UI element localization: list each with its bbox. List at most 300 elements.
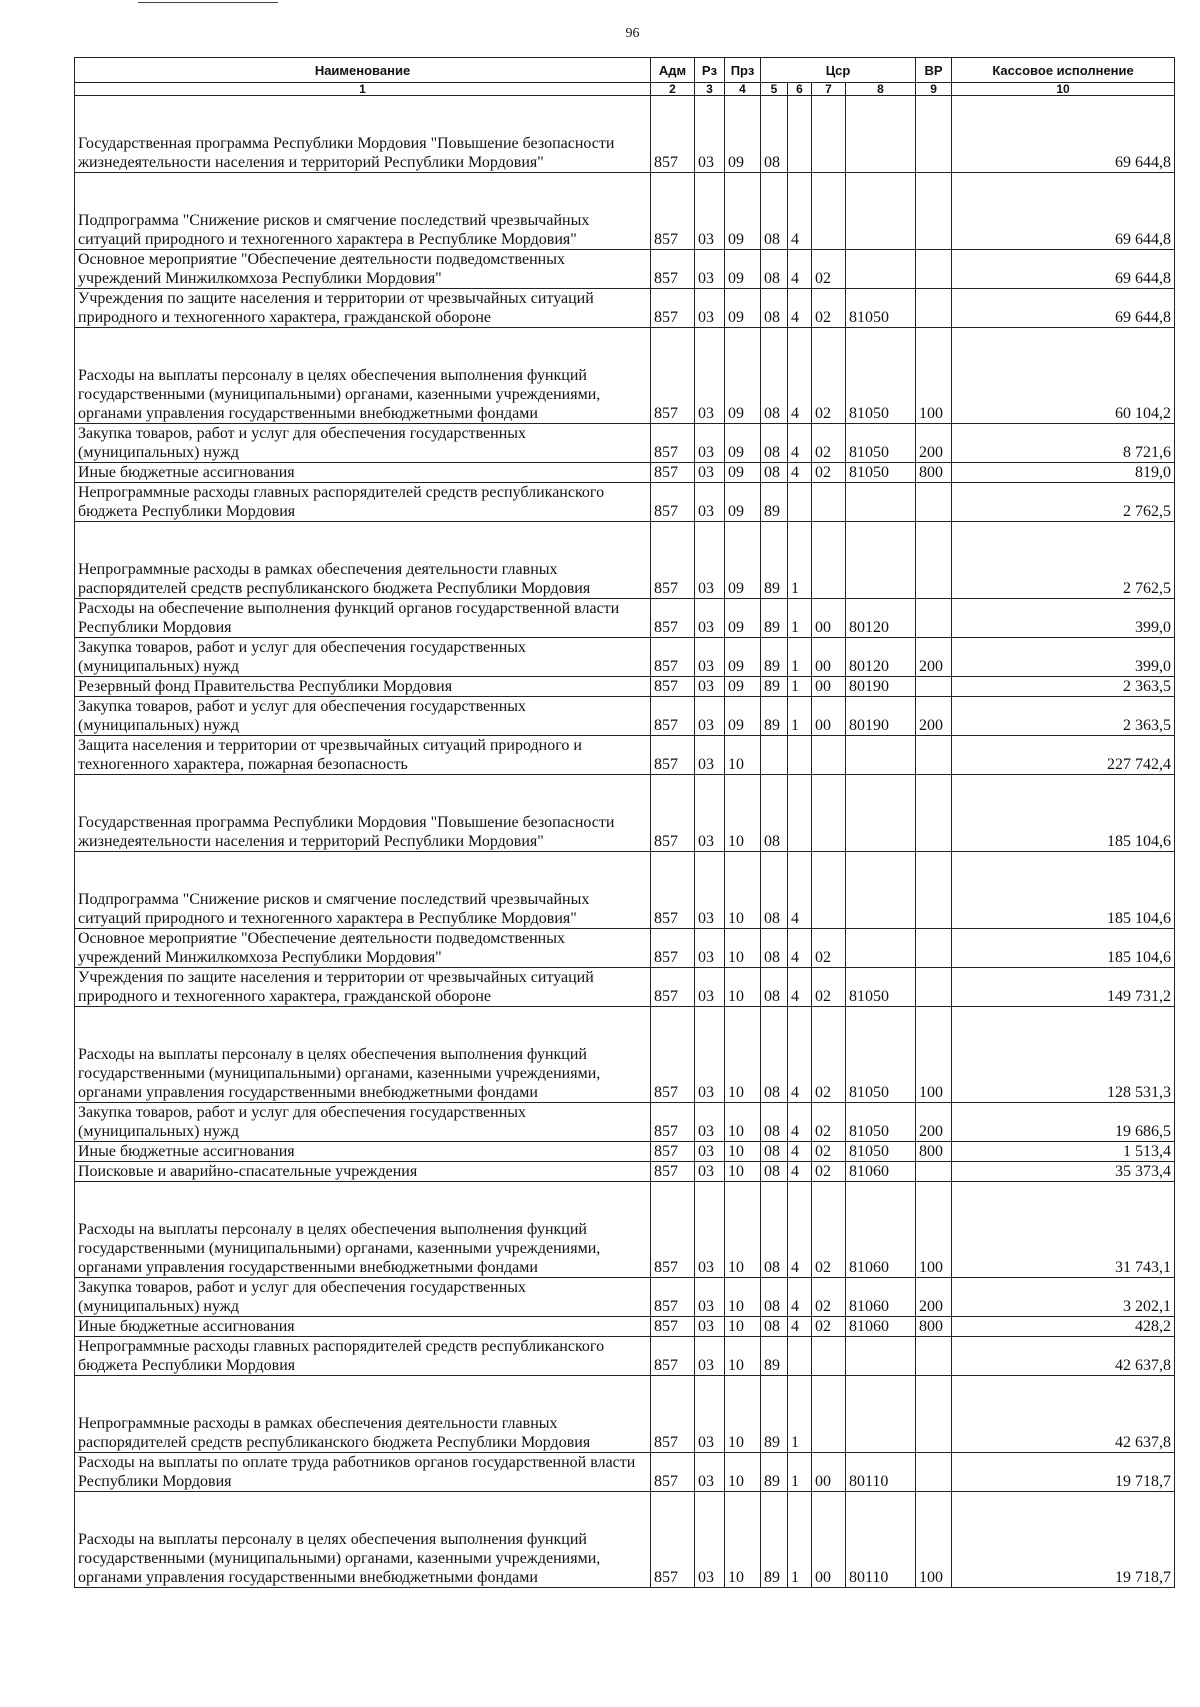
row-c7: 00 xyxy=(812,1453,846,1492)
row-c5: 08 xyxy=(761,289,788,328)
row-c6: 1 xyxy=(788,522,812,599)
row-amount: 2 363,5 xyxy=(952,697,1175,736)
header-num-3: 3 xyxy=(695,83,725,96)
row-vr xyxy=(916,929,952,968)
row-prz: 09 xyxy=(725,677,761,697)
row-rz: 03 xyxy=(695,1278,725,1317)
row-c6: 4 xyxy=(788,1317,812,1337)
row-amount: 185 104,6 xyxy=(952,929,1175,968)
row-c7: 02 xyxy=(812,289,846,328)
row-name: Закупка товаров, работ и услуг для обеспечения государственных (муниципальных) нужд xyxy=(75,638,651,677)
row-prz: 10 xyxy=(725,736,761,775)
row-c6: 4 xyxy=(788,424,812,463)
row-c8: 81050 xyxy=(846,463,916,483)
row-adm: 857 xyxy=(651,463,695,483)
row-vr xyxy=(916,1453,952,1492)
row-c7: 00 xyxy=(812,638,846,677)
row-prz: 10 xyxy=(725,852,761,929)
row-amount: 819,0 xyxy=(952,463,1175,483)
row-adm: 857 xyxy=(651,1453,695,1492)
row-c8 xyxy=(846,1376,916,1453)
row-name: Государственная программа Республики Мордовия "Повышение безопасности жизнедеятельности населения и территорий Республики Мордовия" xyxy=(75,775,651,852)
row-amount: 185 104,6 xyxy=(952,775,1175,852)
row-adm: 857 xyxy=(651,1182,695,1278)
row-adm: 857 xyxy=(651,1376,695,1453)
header-rz: Рз xyxy=(695,58,725,83)
row-amount: 2 762,5 xyxy=(952,522,1175,599)
row-vr: 200 xyxy=(916,424,952,463)
row-c8: 81050 xyxy=(846,1142,916,1162)
row-amount: 42 637,8 xyxy=(952,1337,1175,1376)
row-adm: 857 xyxy=(651,677,695,697)
header-amount: Кассовое исполнение xyxy=(952,58,1175,83)
row-c5: 08 xyxy=(761,1317,788,1337)
row-vr: 100 xyxy=(916,328,952,424)
row-name: Расходы на выплаты по оплате труда работников органов государственной власти Республики Мордовия xyxy=(75,1453,651,1492)
row-vr xyxy=(916,775,952,852)
row-name: Учреждения по защите населения и территории от чрезвычайных ситуаций природного и техногенного характера, гражданской обороне xyxy=(75,289,651,328)
table-row xyxy=(75,599,1175,638)
row-name: Непрограммные расходы главных распорядителей средств республиканского бюджета Республики Мордовия xyxy=(75,1337,651,1376)
row-c7 xyxy=(812,1376,846,1453)
row-rz: 03 xyxy=(695,173,725,250)
row-name: Основное мероприятие "Обеспечение деятельности подведомственных учреждений Минжилкомхоза Республики Мордовия" xyxy=(75,250,651,289)
row-adm: 857 xyxy=(651,424,695,463)
row-c5: 08 xyxy=(761,775,788,852)
row-vr xyxy=(916,522,952,599)
table-row xyxy=(75,1492,1175,1588)
row-adm: 857 xyxy=(651,1007,695,1103)
header-num-10: 10 xyxy=(952,83,1175,96)
row-c8: 81060 xyxy=(846,1317,916,1337)
row-c8: 81050 xyxy=(846,424,916,463)
row-c8 xyxy=(846,173,916,250)
header-prz: Прз xyxy=(725,58,761,83)
row-c5: 89 xyxy=(761,677,788,697)
row-c6 xyxy=(788,96,812,173)
row-c7: 02 xyxy=(812,463,846,483)
row-adm: 857 xyxy=(651,775,695,852)
row-c8: 81060 xyxy=(846,1182,916,1278)
budget-table xyxy=(74,57,1175,1588)
row-c5: 08 xyxy=(761,1278,788,1317)
row-amount: 31 743,1 xyxy=(952,1182,1175,1278)
row-adm: 857 xyxy=(651,96,695,173)
row-adm: 857 xyxy=(651,483,695,522)
row-vr xyxy=(916,173,952,250)
row-c7: 02 xyxy=(812,1278,846,1317)
table-row xyxy=(75,328,1175,424)
row-adm: 857 xyxy=(651,1278,695,1317)
row-c8: 80190 xyxy=(846,697,916,736)
row-rz: 03 xyxy=(695,483,725,522)
row-vr xyxy=(916,852,952,929)
row-name: Иные бюджетные ассигнования xyxy=(75,1142,651,1162)
row-adm: 857 xyxy=(651,250,695,289)
row-amount: 185 104,6 xyxy=(952,852,1175,929)
row-rz: 03 xyxy=(695,697,725,736)
row-c7: 02 xyxy=(812,1142,846,1162)
table-row xyxy=(75,1278,1175,1317)
row-c7: 02 xyxy=(812,1007,846,1103)
row-c6: 4 xyxy=(788,1182,812,1278)
row-c8 xyxy=(846,775,916,852)
table-row xyxy=(75,1142,1175,1162)
table-row xyxy=(75,1453,1175,1492)
row-c7: 02 xyxy=(812,1162,846,1182)
row-c5: 08 xyxy=(761,1182,788,1278)
row-name: Иные бюджетные ассигнования xyxy=(75,1317,651,1337)
row-c5: 08 xyxy=(761,96,788,173)
row-name: Непрограммные расходы в рамках обеспечения деятельности главных распорядителей средств республиканского бюджета Республики Мордовия xyxy=(75,522,651,599)
row-vr: 100 xyxy=(916,1182,952,1278)
table-row xyxy=(75,677,1175,697)
row-rz: 03 xyxy=(695,1103,725,1142)
row-rz: 03 xyxy=(695,1492,725,1588)
table-header xyxy=(75,58,1175,96)
table-row xyxy=(75,1182,1175,1278)
row-c6: 4 xyxy=(788,852,812,929)
row-c7: 02 xyxy=(812,250,846,289)
row-prz: 10 xyxy=(725,968,761,1007)
row-amount: 428,2 xyxy=(952,1317,1175,1337)
table-row xyxy=(75,1007,1175,1103)
row-rz: 03 xyxy=(695,929,725,968)
row-c5: 89 xyxy=(761,697,788,736)
row-vr xyxy=(916,1337,952,1376)
row-adm: 857 xyxy=(651,929,695,968)
table-row xyxy=(75,96,1175,173)
row-vr xyxy=(916,736,952,775)
row-c6: 4 xyxy=(788,173,812,250)
row-adm: 857 xyxy=(651,328,695,424)
row-amount: 227 742,4 xyxy=(952,736,1175,775)
header-num-6: 6 xyxy=(788,83,812,96)
row-rz: 03 xyxy=(695,852,725,929)
table-row xyxy=(75,1103,1175,1142)
header-name: Наименование xyxy=(75,58,651,83)
header-num-7: 7 xyxy=(812,83,846,96)
row-amount: 42 637,8 xyxy=(952,1376,1175,1453)
row-c8 xyxy=(846,483,916,522)
row-prz: 10 xyxy=(725,1376,761,1453)
row-name: Закупка товаров, работ и услуг для обеспечения государственных (муниципальных) нужд xyxy=(75,697,651,736)
row-prz: 10 xyxy=(725,1103,761,1142)
row-adm: 857 xyxy=(651,1142,695,1162)
row-vr: 200 xyxy=(916,638,952,677)
row-adm: 857 xyxy=(651,1162,695,1182)
row-c7: 00 xyxy=(812,1492,846,1588)
row-c8 xyxy=(846,250,916,289)
row-rz: 03 xyxy=(695,1142,725,1162)
table-row xyxy=(75,1162,1175,1182)
row-vr xyxy=(916,1162,952,1182)
row-rz: 03 xyxy=(695,1162,725,1182)
row-vr: 200 xyxy=(916,1103,952,1142)
table-row xyxy=(75,638,1175,677)
row-prz: 10 xyxy=(725,1007,761,1103)
row-vr xyxy=(916,1376,952,1453)
row-prz: 09 xyxy=(725,697,761,736)
row-c5: 08 xyxy=(761,250,788,289)
row-adm: 857 xyxy=(651,852,695,929)
row-name: Расходы на выплаты персоналу в целях обеспечения выполнения функций государственными (муниципальными) органами, казенными учреждениями, органами управления государственными внебюджетными фондами xyxy=(75,1492,651,1588)
row-c8: 80110 xyxy=(846,1453,916,1492)
row-c8: 80190 xyxy=(846,677,916,697)
row-c6: 4 xyxy=(788,328,812,424)
row-c8 xyxy=(846,96,916,173)
row-c7 xyxy=(812,775,846,852)
header-vr: ВР xyxy=(916,58,952,83)
row-rz: 03 xyxy=(695,1007,725,1103)
row-c7: 02 xyxy=(812,968,846,1007)
row-c5: 08 xyxy=(761,1162,788,1182)
header-num-2: 2 xyxy=(651,83,695,96)
row-c7 xyxy=(812,173,846,250)
row-c6: 1 xyxy=(788,697,812,736)
row-c6 xyxy=(788,775,812,852)
row-c6: 4 xyxy=(788,463,812,483)
row-prz: 09 xyxy=(725,289,761,328)
row-rz: 03 xyxy=(695,1453,725,1492)
row-c7: 00 xyxy=(812,697,846,736)
row-adm: 857 xyxy=(651,1337,695,1376)
row-c7: 00 xyxy=(812,599,846,638)
row-c8 xyxy=(846,1337,916,1376)
row-c6: 4 xyxy=(788,1103,812,1142)
row-adm: 857 xyxy=(651,289,695,328)
row-prz: 10 xyxy=(725,1162,761,1182)
row-c7 xyxy=(812,1337,846,1376)
row-c8: 81050 xyxy=(846,968,916,1007)
row-c5: 08 xyxy=(761,1007,788,1103)
table-row xyxy=(75,173,1175,250)
row-c7 xyxy=(812,483,846,522)
table-row xyxy=(75,852,1175,929)
row-prz: 10 xyxy=(725,1142,761,1162)
row-c6 xyxy=(788,736,812,775)
page-number: 96 xyxy=(625,26,640,41)
row-name: Резервный фонд Правительства Республики Мордовия xyxy=(75,677,651,697)
row-adm: 857 xyxy=(651,1492,695,1588)
row-c7 xyxy=(812,522,846,599)
table-row xyxy=(75,775,1175,852)
row-c7: 02 xyxy=(812,1182,846,1278)
row-c8 xyxy=(846,736,916,775)
row-vr xyxy=(916,599,952,638)
row-c7: 02 xyxy=(812,1103,846,1142)
row-amount: 128 531,3 xyxy=(952,1007,1175,1103)
row-amount: 2 762,5 xyxy=(952,483,1175,522)
row-prz: 10 xyxy=(725,1278,761,1317)
row-c7 xyxy=(812,736,846,775)
row-c5: 89 xyxy=(761,522,788,599)
row-rz: 03 xyxy=(695,522,725,599)
row-c5: 08 xyxy=(761,173,788,250)
row-c6: 4 xyxy=(788,289,812,328)
row-amount: 399,0 xyxy=(952,638,1175,677)
row-c8: 81060 xyxy=(846,1162,916,1182)
row-rz: 03 xyxy=(695,424,725,463)
table-row xyxy=(75,1376,1175,1453)
row-c5: 89 xyxy=(761,1376,788,1453)
row-c5: 89 xyxy=(761,1453,788,1492)
row-amount: 19 718,7 xyxy=(952,1453,1175,1492)
row-amount: 69 644,8 xyxy=(952,173,1175,250)
row-c6: 4 xyxy=(788,1278,812,1317)
row-rz: 03 xyxy=(695,96,725,173)
row-rz: 03 xyxy=(695,775,725,852)
row-adm: 857 xyxy=(651,697,695,736)
row-name: Поисковые и аварийно-спасательные учреждения xyxy=(75,1162,651,1182)
row-c5: 89 xyxy=(761,638,788,677)
row-c8: 81050 xyxy=(846,328,916,424)
row-amount: 8 721,6 xyxy=(952,424,1175,463)
row-c6: 1 xyxy=(788,1376,812,1453)
row-c8 xyxy=(846,929,916,968)
row-c7: 02 xyxy=(812,929,846,968)
row-c7 xyxy=(812,852,846,929)
row-vr xyxy=(916,250,952,289)
row-name: Расходы на выплаты персоналу в целях обеспечения выполнения функций государственными (муниципальными) органами, казенными учреждениями, органами управления государственными внебюджетными фондами xyxy=(75,328,651,424)
row-c5: 08 xyxy=(761,1103,788,1142)
table-row xyxy=(75,289,1175,328)
row-prz: 09 xyxy=(725,96,761,173)
row-adm: 857 xyxy=(651,522,695,599)
row-prz: 10 xyxy=(725,929,761,968)
table-row xyxy=(75,424,1175,463)
row-name: Подпрограмма "Снижение рисков и смягчение последствий чрезвычайных ситуаций природного и техногенного характера в Республике Мордовия" xyxy=(75,173,651,250)
row-prz: 09 xyxy=(725,638,761,677)
row-c8: 81060 xyxy=(846,1278,916,1317)
row-c8: 81050 xyxy=(846,289,916,328)
row-vr: 800 xyxy=(916,1142,952,1162)
top-rule xyxy=(138,2,278,3)
row-name: Иные бюджетные ассигнования xyxy=(75,463,651,483)
row-rz: 03 xyxy=(695,968,725,1007)
row-rz: 03 xyxy=(695,463,725,483)
row-c6: 1 xyxy=(788,638,812,677)
row-vr xyxy=(916,677,952,697)
row-prz: 09 xyxy=(725,599,761,638)
row-c6: 4 xyxy=(788,1007,812,1103)
row-rz: 03 xyxy=(695,250,725,289)
row-amount: 69 644,8 xyxy=(952,250,1175,289)
row-rz: 03 xyxy=(695,289,725,328)
row-name: Непрограммные расходы в рамках обеспечения деятельности главных распорядителей средств республиканского бюджета Республики Мордовия xyxy=(75,1376,651,1453)
table-row xyxy=(75,463,1175,483)
row-rz: 03 xyxy=(695,1317,725,1337)
row-name: Защита населения и территории от чрезвычайных ситуаций природного и техногенного характера, пожарная безопасность xyxy=(75,736,651,775)
row-c8 xyxy=(846,522,916,599)
header-num-4: 4 xyxy=(725,83,761,96)
row-name: Государственная программа Республики Мордовия "Повышение безопасности жизнедеятельности населения и территорий Республики Мордовия" xyxy=(75,96,651,173)
row-c5: 08 xyxy=(761,929,788,968)
row-c5: 89 xyxy=(761,1492,788,1588)
row-adm: 857 xyxy=(651,638,695,677)
row-vr xyxy=(916,289,952,328)
row-vr: 800 xyxy=(916,463,952,483)
row-rz: 03 xyxy=(695,736,725,775)
table-row xyxy=(75,1317,1175,1337)
row-rz: 03 xyxy=(695,1182,725,1278)
row-name: Основное мероприятие "Обеспечение деятельности подведомственных учреждений Минжилкомхоза Республики Мордовия" xyxy=(75,929,651,968)
row-c8: 81050 xyxy=(846,1103,916,1142)
row-c7: 02 xyxy=(812,424,846,463)
row-vr: 200 xyxy=(916,697,952,736)
row-c5: 89 xyxy=(761,599,788,638)
row-prz: 10 xyxy=(725,1182,761,1278)
row-c6: 4 xyxy=(788,1162,812,1182)
row-c7: 02 xyxy=(812,1317,846,1337)
row-c7 xyxy=(812,96,846,173)
row-c5 xyxy=(761,736,788,775)
row-adm: 857 xyxy=(651,599,695,638)
row-c6: 4 xyxy=(788,250,812,289)
row-c5: 08 xyxy=(761,328,788,424)
row-prz: 09 xyxy=(725,483,761,522)
table-row xyxy=(75,929,1175,968)
row-vr xyxy=(916,96,952,173)
row-amount: 35 373,4 xyxy=(952,1162,1175,1182)
row-c5: 08 xyxy=(761,968,788,1007)
row-prz: 10 xyxy=(725,1337,761,1376)
row-amount: 60 104,2 xyxy=(952,328,1175,424)
row-c6: 1 xyxy=(788,1492,812,1588)
row-adm: 857 xyxy=(651,1317,695,1337)
row-c8 xyxy=(846,852,916,929)
row-prz: 09 xyxy=(725,522,761,599)
row-c6 xyxy=(788,1337,812,1376)
row-vr: 800 xyxy=(916,1317,952,1337)
row-c5: 08 xyxy=(761,1142,788,1162)
row-prz: 10 xyxy=(725,775,761,852)
row-amount: 149 731,2 xyxy=(952,968,1175,1007)
row-adm: 857 xyxy=(651,968,695,1007)
header-num-5: 5 xyxy=(761,83,788,96)
row-name: Учреждения по защите населения и территории от чрезвычайных ситуаций природного и техногенного характера, гражданской обороне xyxy=(75,968,651,1007)
row-prz: 10 xyxy=(725,1492,761,1588)
table-row xyxy=(75,250,1175,289)
row-c5: 89 xyxy=(761,1337,788,1376)
row-c8: 80120 xyxy=(846,599,916,638)
row-vr: 100 xyxy=(916,1492,952,1588)
header-num-8: 8 xyxy=(846,83,916,96)
header-adm: Адм xyxy=(651,58,695,83)
row-c6 xyxy=(788,483,812,522)
row-c5: 08 xyxy=(761,852,788,929)
row-c6: 4 xyxy=(788,968,812,1007)
row-prz: 09 xyxy=(725,328,761,424)
row-c7: 02 xyxy=(812,328,846,424)
row-adm: 857 xyxy=(651,1103,695,1142)
row-rz: 03 xyxy=(695,328,725,424)
row-name: Расходы на обеспечение выполнения функций органов государственной власти Республики Мордовия xyxy=(75,599,651,638)
row-c6: 4 xyxy=(788,929,812,968)
row-vr: 100 xyxy=(916,1007,952,1103)
row-c6: 1 xyxy=(788,677,812,697)
row-c6: 1 xyxy=(788,599,812,638)
row-name: Непрограммные расходы главных распорядителей средств республиканского бюджета Республики Мордовия xyxy=(75,483,651,522)
row-amount: 19 718,7 xyxy=(952,1492,1175,1588)
row-c6: 1 xyxy=(788,1453,812,1492)
row-c6: 4 xyxy=(788,1142,812,1162)
row-name: Расходы на выплаты персоналу в целях обеспечения выполнения функций государственными (муниципальными) органами, казенными учреждениями, органами управления государственными внебюджетными фондами xyxy=(75,1182,651,1278)
table-row xyxy=(75,736,1175,775)
row-prz: 09 xyxy=(725,173,761,250)
row-c8: 80120 xyxy=(846,638,916,677)
row-rz: 03 xyxy=(695,677,725,697)
